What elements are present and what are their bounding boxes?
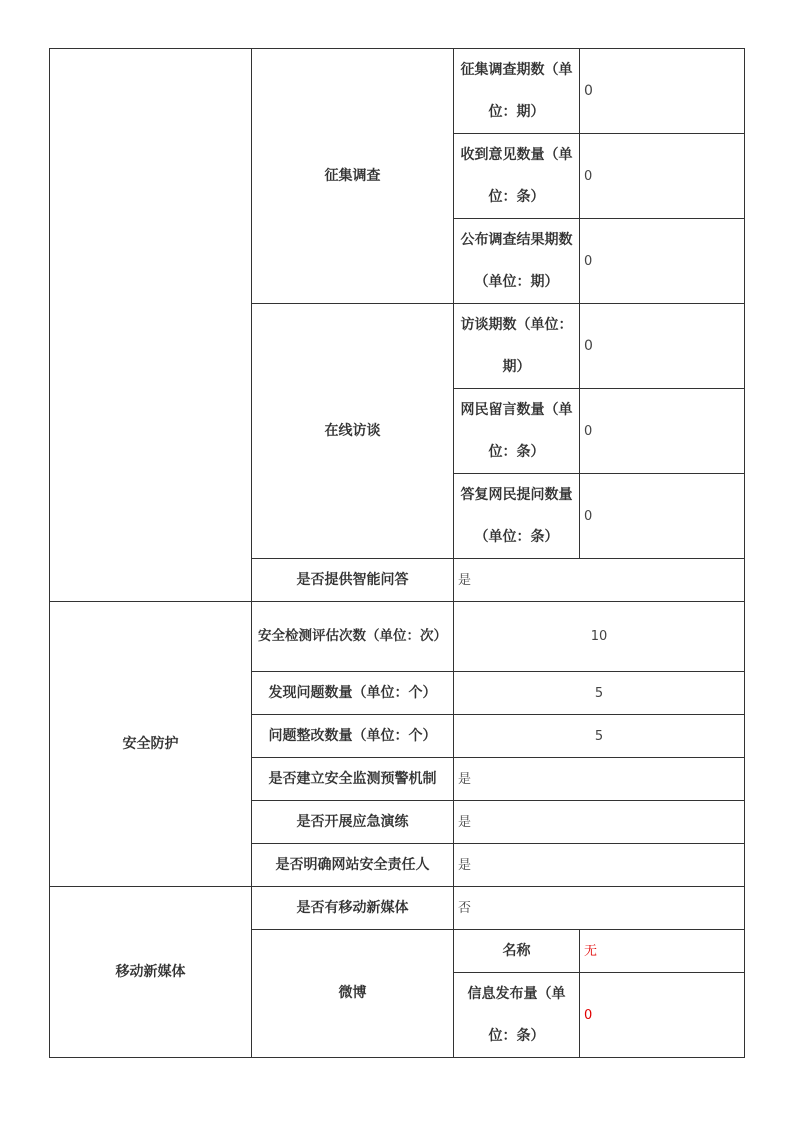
security-drill-label: 是否开展应急演练 [252, 801, 454, 844]
empty-category-cell [50, 49, 252, 602]
weibo-name-value: 无 [580, 930, 745, 973]
interview-label: 在线访谈 [252, 304, 454, 559]
survey-opinions-value: 0 [580, 134, 745, 219]
survey-label: 征集调查 [252, 49, 454, 304]
security-issues-value: 5 [454, 672, 745, 715]
smart-qa-value: 是 [454, 559, 745, 602]
weibo-name-label: 名称 [454, 930, 580, 973]
interview-replies-value: 0 [580, 474, 745, 559]
security-monitoring-label: 是否建立安全监测预警机制 [252, 758, 454, 801]
has-media-value: 否 [454, 887, 745, 930]
interview-periods-value: 0 [580, 304, 745, 389]
report-table [49, 48, 745, 1058]
survey-opinions-label: 收到意见数量（单位：条） [454, 134, 580, 219]
survey-periods-label: 征集调查期数（单位：期） [454, 49, 580, 134]
survey-results-label: 公布调查结果期数（单位：期） [454, 219, 580, 304]
security-checks-value: 10 [454, 602, 745, 672]
smart-qa-label: 是否提供智能问答 [252, 559, 454, 602]
weibo-label: 微博 [252, 930, 454, 1058]
has-media-label: 是否有移动新媒体 [252, 887, 454, 930]
security-label: 安全防护 [50, 602, 252, 887]
security-monitoring-value: 是 [454, 758, 745, 801]
weibo-posts-value: 0 [580, 973, 745, 1058]
security-fixed-label: 问题整改数量（单位：个） [252, 715, 454, 758]
interview-messages-value: 0 [580, 389, 745, 474]
security-issues-label: 发现问题数量（单位：个） [252, 672, 454, 715]
survey-results-value: 0 [580, 219, 745, 304]
survey-periods-value: 0 [580, 49, 745, 134]
security-drill-value: 是 [454, 801, 745, 844]
weibo-posts-label: 信息发布量（单位：条） [454, 973, 580, 1058]
interview-periods-label: 访谈期数（单位：期） [454, 304, 580, 389]
security-owner-label: 是否明确网站安全责任人 [252, 844, 454, 887]
interview-replies-label: 答复网民提问数量（单位：条） [454, 474, 580, 559]
security-owner-value: 是 [454, 844, 745, 887]
interview-messages-label: 网民留言数量（单位：条） [454, 389, 580, 474]
security-fixed-value: 5 [454, 715, 745, 758]
security-checks-label: 安全检测评估次数（单位：次） [252, 602, 454, 672]
media-label: 移动新媒体 [50, 887, 252, 1058]
